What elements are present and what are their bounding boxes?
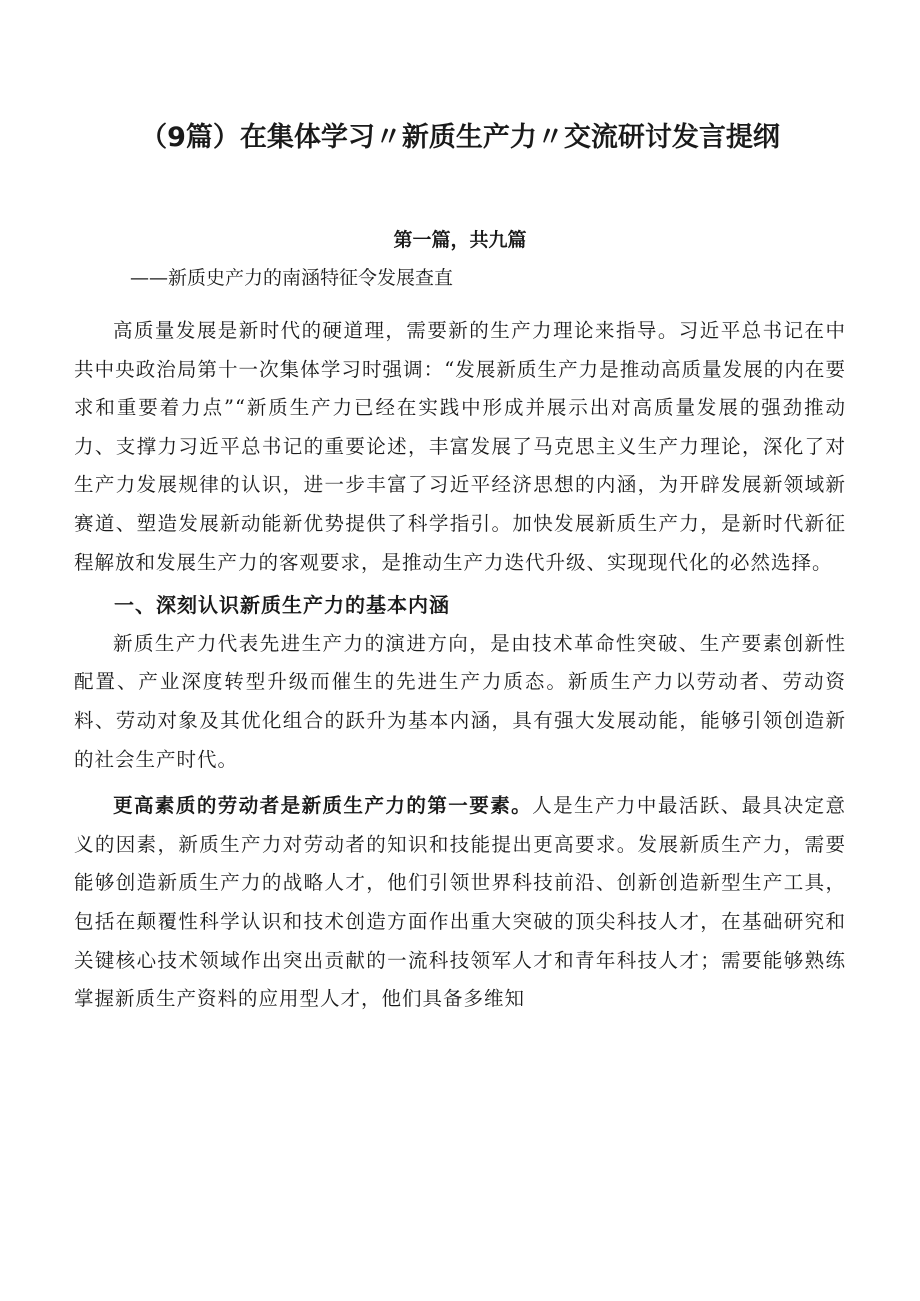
chapter-subtitle: ——新质史产力的南涵特征令发展查直: [130, 267, 454, 289]
paragraph-workers: [74, 787, 846, 1019]
document-title: （9篇）在集体学习〃新质生产力〃交流研讨发言提纲: [140, 122, 780, 153]
paragraph-intro: 高质量发展是新时代的硬道理，需要新的生产力理论来指导。习近平总书记在中共中央政治局第十一次集体学习时强调：“发展新质生产力是推动高质量发展的内在要求和重要着力点”“新质生产力已经在实践中形成并展示出对高质量发展的强劲推动力、支撑力习近平总书记的重要论述，丰富发展了马克思主义生产力理论，深化了对生产力发展规律的认识，进一步丰富了习近平经济思想的内涵，为开辟发展新领域新赛道、塑造发展新动能新优势提供了科学指引。加快发展新质生产力，是新时代新征程解放和发展生产力的客观要求，是推动生产力迭代升级、实现现代化的必然选择。: [74, 319, 846, 574]
paragraph-body-text: 人是生产力中最活跃、最具决定意义的因素，新质生产力对劳动者的知识和技能提出更高要求。发展新质生产力，需要能够创造新质生产力的战略人才，他们引领世界科技前沿、创新创造新型生产工具，包括在颠覆性科学认识和技术创造方面作出重大突破的顶尖科技人才，在基础研究和关键核心技术领域作出突出贡献的一流科技领军人才和青年科技人才；需要能够熟练掌握新质生产资料的应用型人才，他们具备多维知: [74, 794, 846, 1011]
chapter-heading: 第一篇，共九篇: [393, 229, 527, 251]
paragraph-basic-meaning: 新质生产力代表先进生产力的演进方向，是由技术革命性突破、生产要素创新性配置、产业深度转型升级而催生的先进生产力质态。新质生产力以劳动者、劳动资料、劳动对象及其优化组合的跃升为基本内涵，具有强大发展动能，能够引领创造新的社会生产时代。: [74, 631, 846, 771]
paragraph-lead-sentence: 更高素质的劳动者是新质生产力的第一要素。: [113, 794, 533, 818]
section-heading-1: 一、深刻认识新质生产力的基本内涵: [114, 593, 450, 618]
